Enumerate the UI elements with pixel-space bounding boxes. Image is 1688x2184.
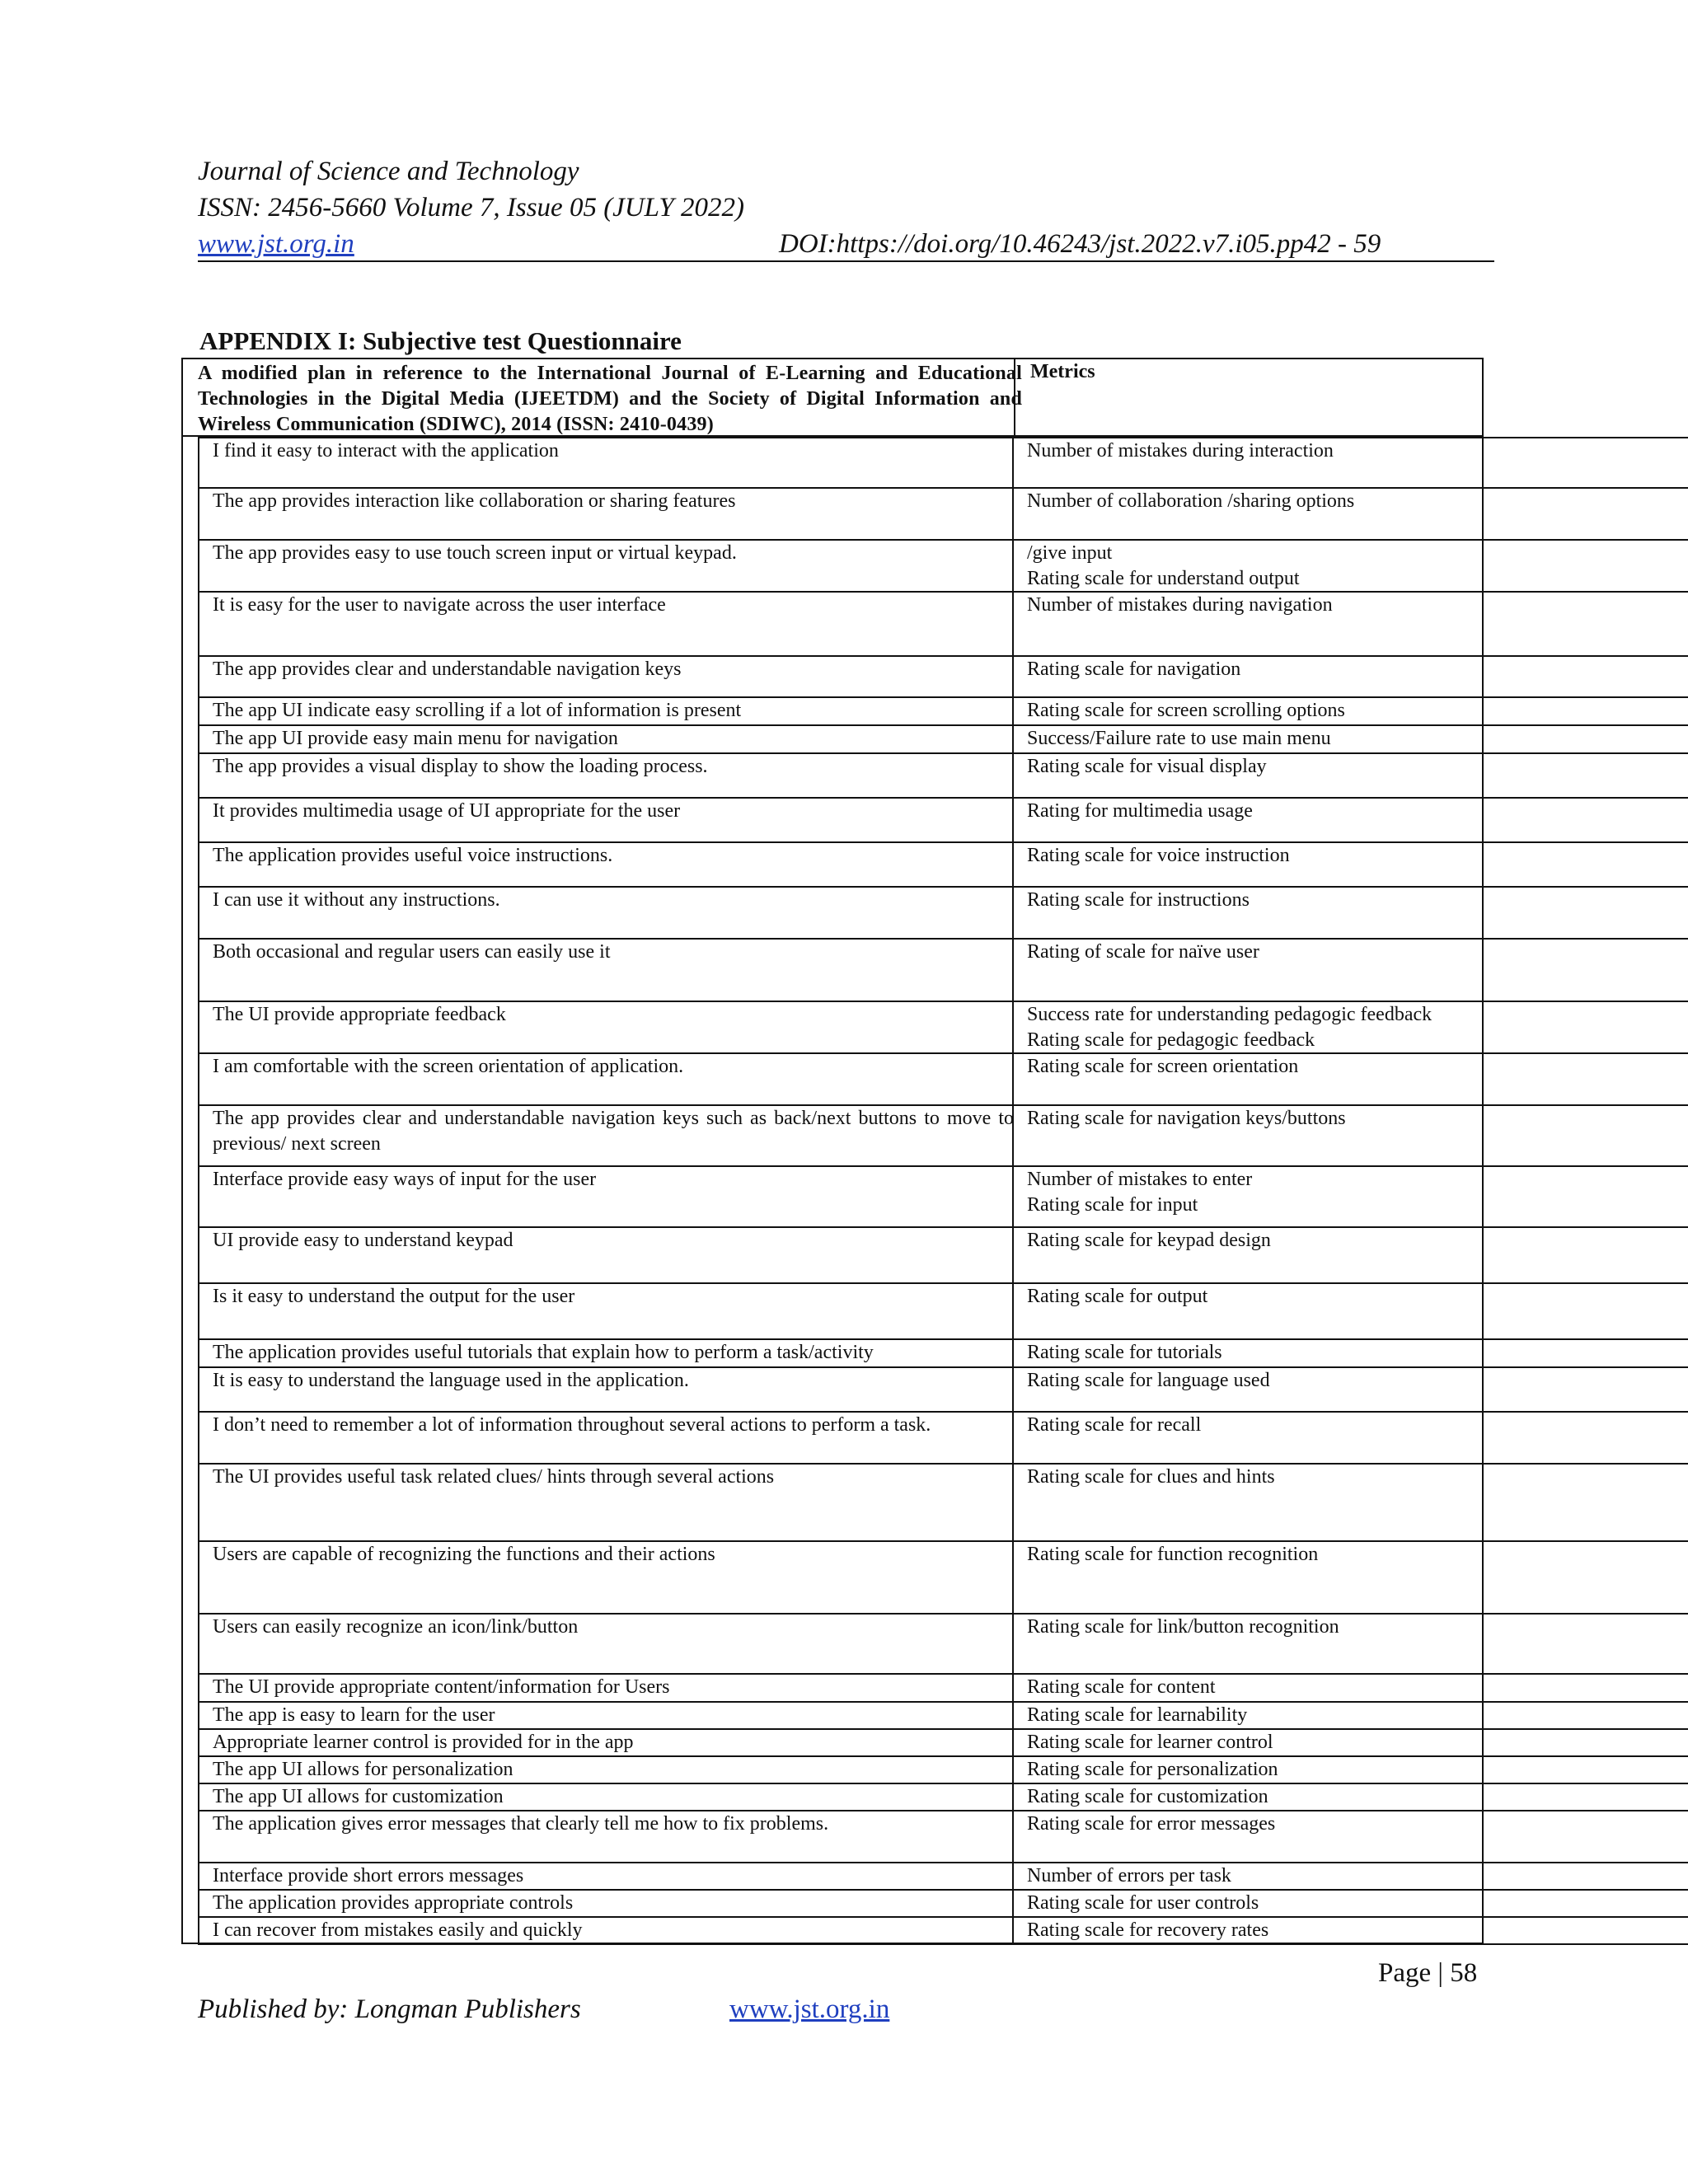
column-divider [1012, 843, 1014, 886]
question-cell: The app provides interaction like collaboration or sharing features [213, 490, 736, 512]
column-divider [1012, 1054, 1014, 1104]
row-left-border [198, 1465, 199, 1540]
column-divider [1482, 1167, 1484, 1226]
row-left-border [198, 657, 199, 696]
question-cell: I am comfortable with the screen orientation of application. [213, 1056, 684, 1077]
page-number: Page | 58 [1378, 1958, 1478, 1988]
row-left-border [198, 1891, 199, 1916]
metric-cell: Rating scale for tutorials [1027, 1342, 1222, 1363]
row-left-border [198, 1284, 199, 1338]
row-left-border [198, 726, 199, 752]
row-left-border [198, 1106, 199, 1165]
row-left-border [198, 940, 199, 1001]
column-divider [1012, 1340, 1014, 1366]
column-divider [1482, 843, 1484, 886]
question-cell: I find it easy to interact with the application [213, 440, 559, 462]
metric-cell: Rating scale for visual display [1027, 756, 1267, 777]
row-left-border [198, 541, 199, 591]
column-divider [1012, 698, 1014, 724]
metric-cell: Rating scale for navigation keys/buttons [1027, 1108, 1346, 1129]
table-row [198, 698, 1688, 726]
question-cell: The app UI indicate easy scrolling if a lot of information is present [213, 700, 742, 721]
metric-cell: Number of mistakes to enter Rating scale for input [1027, 1169, 1253, 1216]
journal-issn: ISSN: 2456-5660 Volume 7, Issue 05 (JULY 2022) [198, 193, 744, 223]
footer-publisher: Published by: Longman Publishers [198, 1994, 581, 2024]
table-row [198, 726, 1688, 754]
table-row [198, 843, 1688, 888]
column-divider [1482, 1413, 1484, 1463]
row-left-border [198, 1863, 199, 1889]
column-divider [1012, 1811, 1014, 1862]
table-row [198, 1891, 1688, 1918]
question-cell: The app UI allows for customization [213, 1786, 504, 1807]
column-divider [1012, 1167, 1014, 1226]
column-divider [1012, 1675, 1014, 1701]
column-divider [1482, 940, 1484, 1001]
column-divider [1012, 1228, 1014, 1282]
column-divider [1012, 754, 1014, 797]
table-header-metrics: Metrics [1030, 361, 1095, 382]
table-row [198, 940, 1688, 1002]
row-left-border [198, 593, 199, 655]
column-divider [1482, 1784, 1484, 1810]
column-divider [1012, 1615, 1014, 1673]
column-divider [1482, 1730, 1484, 1755]
column-divider [1012, 1863, 1014, 1889]
question-cell: Appropriate learner control is provided for in the app [213, 1732, 634, 1753]
question-cell: The UI provide appropriate content/information for Users [213, 1676, 670, 1698]
table-row [198, 541, 1688, 593]
question-cell: The app UI allows for personalization [213, 1759, 513, 1780]
table-row [198, 1811, 1688, 1863]
table-row [198, 754, 1688, 799]
column-divider [1012, 1730, 1014, 1755]
metric-cell: Number of collaboration /sharing options [1027, 490, 1355, 512]
metric-cell: Rating scale for recovery rates [1027, 1919, 1269, 1941]
table-header [181, 358, 1484, 437]
column-divider [1482, 1757, 1484, 1783]
column-divider [1482, 438, 1484, 487]
metric-cell: Rating scale for link/button recognition [1027, 1616, 1339, 1638]
table-row [198, 1167, 1688, 1228]
metric-cell: Rating scale for instructions [1027, 889, 1250, 911]
row-left-border [198, 1368, 199, 1411]
header-website-link[interactable]: www.jst.org.in [198, 229, 354, 259]
column-divider [1482, 1811, 1484, 1862]
row-left-border [198, 843, 199, 886]
column-divider [1482, 1106, 1484, 1165]
column-divider [1482, 1465, 1484, 1540]
column-divider [1482, 489, 1484, 539]
column-divider [1482, 1918, 1484, 1943]
column-divider [1482, 1891, 1484, 1916]
column-divider [1482, 726, 1484, 752]
question-cell: Both occasional and regular users can easily use it [213, 941, 611, 963]
metric-cell: Rating scale for output [1027, 1286, 1208, 1307]
table-row [198, 1002, 1688, 1054]
question-cell: Interface provide easy ways of input for the user [213, 1169, 597, 1190]
table-row [198, 657, 1688, 698]
table-row [198, 1284, 1688, 1340]
row-left-border [198, 799, 199, 841]
question-cell: The application provides appropriate controls [213, 1892, 574, 1914]
table-row [198, 1863, 1688, 1891]
metric-cell: Rating scale for recall [1027, 1414, 1202, 1436]
question-cell: I can recover from mistakes easily and quickly [213, 1919, 583, 1941]
column-divider [1012, 489, 1014, 539]
column-divider [1012, 1465, 1014, 1540]
column-divider [1482, 1054, 1484, 1104]
row-left-border [198, 438, 199, 487]
column-divider [1012, 593, 1014, 655]
column-divider [1482, 1703, 1484, 1728]
column-divider [1482, 1542, 1484, 1613]
question-cell: The UI provide appropriate feedback [213, 1004, 506, 1025]
question-cell: Interface provide short errors messages [213, 1865, 524, 1886]
table-row [198, 1784, 1688, 1811]
row-left-border [198, 1675, 199, 1701]
row-left-border [198, 1002, 199, 1052]
row-left-border [198, 1413, 199, 1463]
row-left-border [198, 698, 199, 724]
column-divider [1482, 698, 1484, 724]
column-divider [1012, 1891, 1014, 1916]
question-cell: UI provide easy to understand keypad [213, 1230, 513, 1251]
metric-cell: Success/Failure rate to use main menu [1027, 728, 1331, 749]
column-divider [1482, 799, 1484, 841]
question-cell: The app provides a visual display to show the loading process. [213, 756, 708, 777]
column-divider [1482, 1284, 1484, 1338]
row-left-border [198, 1542, 199, 1613]
question-cell: It is easy to understand the language used in the application. [213, 1370, 689, 1391]
metric-cell: Rating scale for customization [1027, 1786, 1268, 1807]
column-divider [1012, 541, 1014, 591]
table-header-divider [1014, 359, 1015, 435]
question-cell: It provides multimedia usage of UI appropriate for the user [213, 800, 681, 822]
question-cell: The app is easy to learn for the user [213, 1704, 495, 1726]
footer-website-link[interactable]: www.jst.org.in [729, 1994, 890, 2024]
column-divider [1482, 1002, 1484, 1052]
metric-cell: Rating scale for personalization [1027, 1759, 1278, 1780]
question-cell: The application provides useful tutorials that explain how to perform a task/activity [213, 1342, 874, 1363]
row-left-border [198, 1757, 199, 1783]
column-divider [1012, 1918, 1014, 1943]
header-doi: DOI:https://doi.org/10.46243/jst.2022.v7.i05.pp42 - 59 [779, 229, 1381, 259]
column-divider [1012, 1542, 1014, 1613]
question-cell: The app provides clear and understandable navigation keys such as back/next buttons to move to previous/ next screen [213, 1108, 1014, 1155]
metric-cell: Rating scale for learnability [1027, 1704, 1248, 1726]
column-divider [1482, 593, 1484, 655]
table-row [198, 1413, 1688, 1465]
column-divider [1482, 1615, 1484, 1673]
metric-cell: Rating scale for learner control [1027, 1732, 1273, 1753]
column-divider [1012, 726, 1014, 752]
column-divider [1482, 1368, 1484, 1411]
metric-cell: /give input Rating scale for understand output [1027, 542, 1300, 589]
column-divider [1482, 754, 1484, 797]
table-row [198, 1615, 1688, 1675]
column-divider [1482, 657, 1484, 696]
question-cell: Users can easily recognize an icon/link/button [213, 1616, 579, 1638]
table-row [198, 489, 1688, 541]
row-left-border [198, 1054, 199, 1104]
column-divider [1012, 657, 1014, 696]
question-cell: The application provides useful voice instructions. [213, 845, 613, 866]
table-row [198, 437, 1688, 489]
table-row [198, 1465, 1688, 1542]
table-row [198, 1054, 1688, 1106]
metric-cell: Rating scale for clues and hints [1027, 1466, 1275, 1488]
table-row [198, 888, 1688, 940]
metric-cell: Success rate for understanding pedagogic feedback Rating scale for pedagogic feedback [1027, 1004, 1432, 1051]
metric-cell: Rating scale for screen orientation [1027, 1056, 1299, 1077]
column-divider [1482, 541, 1484, 591]
table-header-plan: A modified plan in reference to the International Journal of E-Learning and Educational Technologies in the Digital Media (IJEETDM) and the Society of Digital Information and Wireless Communication (SDIWC), 2014 (ISSN: 2410-0439) [198, 363, 1022, 435]
column-divider [1482, 888, 1484, 938]
row-left-border [198, 888, 199, 938]
row-left-border [198, 1811, 199, 1862]
table-row [198, 1340, 1688, 1368]
column-divider [1482, 1228, 1484, 1282]
table-row [198, 593, 1688, 657]
metric-cell: Rating scale for navigation [1027, 658, 1241, 680]
question-cell: It is easy for the user to navigate across the user interface [213, 594, 666, 616]
row-left-border [198, 489, 199, 539]
row-left-border [198, 754, 199, 797]
row-left-border [198, 1784, 199, 1810]
row-left-border [198, 1167, 199, 1226]
question-cell: The app provides clear and understandable navigation keys [213, 658, 682, 680]
column-divider [1012, 1784, 1014, 1810]
question-cell: The app provides easy to use touch screen input or virtual keypad. [213, 542, 737, 564]
table-row [198, 1368, 1688, 1413]
table-row [198, 1106, 1688, 1167]
column-divider [1012, 799, 1014, 841]
appendix-title: APPENDIX I: Subjective test Questionnaire [199, 326, 682, 355]
row-left-border [198, 1918, 199, 1943]
row-left-border [198, 1615, 199, 1673]
column-divider [1012, 1757, 1014, 1783]
metric-cell: Number of mistakes during interaction [1027, 440, 1334, 462]
table-row [198, 799, 1688, 843]
column-divider [1012, 1002, 1014, 1052]
question-cell: The app UI provide easy main menu for navigation [213, 728, 618, 749]
metric-cell: Rating scale for function recognition [1027, 1544, 1319, 1565]
question-cell: The application gives error messages that clearly tell me how to fix problems. [213, 1813, 829, 1835]
questionnaire-table-body [198, 437, 1688, 1945]
column-divider [1012, 438, 1014, 487]
column-divider [1012, 1413, 1014, 1463]
row-left-border [198, 1340, 199, 1366]
row-left-border [198, 1703, 199, 1728]
metric-cell: Number of mistakes during navigation [1027, 594, 1333, 616]
question-cell: The UI provides useful task related clues/ hints through several actions [213, 1466, 775, 1488]
column-divider [1012, 1703, 1014, 1728]
column-divider [1012, 1284, 1014, 1338]
table-row [198, 1757, 1688, 1784]
column-divider [1482, 1340, 1484, 1366]
metric-cell: Rating for multimedia usage [1027, 800, 1253, 822]
metric-cell: Number of errors per task [1027, 1865, 1231, 1886]
question-cell: Is it easy to understand the output for the user [213, 1286, 575, 1307]
table-row [198, 1542, 1688, 1615]
question-cell: I don’t need to remember a lot of information throughout several actions to perform a task. [213, 1414, 931, 1436]
metric-cell: Rating scale for error messages [1027, 1813, 1276, 1835]
column-divider [1012, 940, 1014, 1001]
column-divider [1012, 888, 1014, 938]
table-row [198, 1675, 1688, 1703]
question-cell: Users are capable of recognizing the functions and their actions [213, 1544, 715, 1565]
table-row [198, 1918, 1688, 1945]
question-cell: I can use it without any instructions. [213, 889, 500, 911]
header-rule [198, 260, 1494, 262]
column-divider [1482, 1863, 1484, 1889]
table-row [198, 1703, 1688, 1730]
table-row [198, 1228, 1688, 1284]
table-row [198, 1730, 1688, 1757]
metric-cell: Rating scale for user controls [1027, 1892, 1259, 1914]
metric-cell: Rating scale for screen scrolling options [1027, 700, 1345, 721]
metric-cell: Rating scale for keypad design [1027, 1230, 1271, 1251]
column-divider [1482, 1675, 1484, 1701]
row-left-border [198, 1730, 199, 1755]
column-divider [1012, 1368, 1014, 1411]
metric-cell: Rating scale for language used [1027, 1370, 1270, 1391]
metric-cell: Rating scale for content [1027, 1676, 1216, 1698]
row-left-border [198, 1228, 199, 1282]
column-divider [1012, 1106, 1014, 1165]
journal-title: Journal of Science and Technology [198, 157, 579, 186]
metric-cell: Rating of scale for naïve user [1027, 941, 1259, 963]
metric-cell: Rating scale for voice instruction [1027, 845, 1290, 866]
